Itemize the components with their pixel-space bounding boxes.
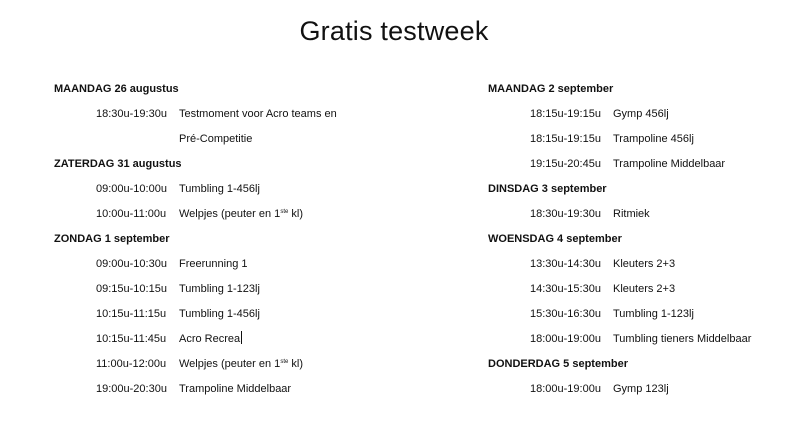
schedule-row <box>54 204 454 229</box>
day-heading: WOENSDAG 4 september <box>488 233 622 245</box>
time-slot: 13:30u-14:30u <box>530 258 601 270</box>
time-slot: 10:15u-11:15u <box>96 308 167 320</box>
activity-text: Welpjes (peuter en 1 <box>179 208 281 220</box>
superscript: ste <box>280 359 289 365</box>
activity: Tumbling 1-123lj <box>613 308 694 320</box>
activity: Tumbling tieners Middelbaar <box>613 333 752 345</box>
schedule-row <box>54 329 454 354</box>
day-heading: DINSDAG 3 september <box>488 183 607 195</box>
time-slot: 14:30u-15:30u <box>530 283 601 295</box>
activity-text[interactable]: Acro Recrea <box>179 333 241 345</box>
activity: Trampoline Middelbaar <box>179 383 292 395</box>
time-slot: 18:30u-19:30u <box>96 108 167 120</box>
superscript: ste <box>280 209 289 215</box>
activity: Freerunning 1 <box>179 258 248 270</box>
time-slot: 18:00u-19:00u <box>530 383 601 395</box>
day-heading: DONDERDAG 5 september <box>488 358 628 370</box>
schedule-row <box>54 104 454 129</box>
schedule-row <box>488 379 798 404</box>
schedule-row <box>54 304 454 329</box>
schedule-row <box>54 279 454 304</box>
schedule-row <box>54 379 454 404</box>
day-heading: MAANDAG 2 september <box>488 83 614 95</box>
time-slot: 09:15u-10:15u <box>96 283 167 295</box>
schedule-row <box>54 129 454 154</box>
schedule-row <box>488 329 798 354</box>
schedule-row <box>54 354 454 379</box>
day-heading: ZATERDAG 31 augustus <box>54 158 182 170</box>
schedule-row <box>488 154 798 179</box>
page-title: Gratis testweek <box>299 16 489 46</box>
activity-text: Welpjes (peuter en 1 <box>179 358 281 370</box>
activity: Testmoment voor Acro teams en <box>179 108 337 120</box>
activity-editable[interactable] <box>179 329 242 349</box>
schedule-row <box>488 304 798 329</box>
activity: Gymp 456lj <box>613 108 669 120</box>
activity: Tumbling 1-123lj <box>179 283 260 295</box>
schedule-column-right <box>488 79 798 404</box>
time-slot: 18:30u-19:30u <box>530 208 601 220</box>
schedule-row <box>54 254 454 279</box>
activity: Kleuters 2+3 <box>613 258 676 270</box>
time-slot: 19:15u-20:45u <box>530 158 601 170</box>
activity-text: kl) <box>288 358 303 370</box>
activity: Kleuters 2+3 <box>613 283 676 295</box>
time-slot: 19:00u-20:30u <box>96 383 167 395</box>
time-slot: 10:00u-11:00u <box>96 208 167 220</box>
schedule-row <box>488 254 798 279</box>
time-slot: 11:00u-12:00u <box>96 358 167 370</box>
time-slot: 09:00u-10:30u <box>96 258 167 270</box>
activity-text: kl) <box>288 208 303 220</box>
activity: Ritmiek <box>613 208 650 220</box>
day-heading: ZONDAG 1 september <box>54 233 170 245</box>
schedule-row <box>488 104 798 129</box>
day-heading: MAANDAG 26 augustus <box>54 83 179 95</box>
time-slot: 18:15u-19:15u <box>530 108 601 120</box>
schedule-row <box>488 204 798 229</box>
activity <box>179 204 303 224</box>
activity: Trampoline 456lj <box>613 133 694 145</box>
time-slot: 18:00u-19:00u <box>530 333 601 345</box>
activity: Gymp 123lj <box>613 383 669 395</box>
time-slot: 09:00u-10:00u <box>96 183 167 195</box>
activity: Pré-Competitie <box>179 133 253 145</box>
schedule-row <box>488 129 798 154</box>
activity: Tumbling 1-456lj <box>179 308 260 320</box>
activity <box>179 354 303 374</box>
schedule-row <box>54 179 454 204</box>
time-slot: 10:15u-11:45u <box>96 333 167 345</box>
schedule-column-left <box>54 79 454 404</box>
time-slot: 18:15u-19:15u <box>530 133 601 145</box>
time-slot: 15:30u-16:30u <box>530 308 601 320</box>
activity: Tumbling 1-456lj <box>179 183 260 195</box>
activity: Trampoline Middelbaar <box>613 158 726 170</box>
schedule-row <box>488 279 798 304</box>
text-cursor <box>241 331 242 344</box>
